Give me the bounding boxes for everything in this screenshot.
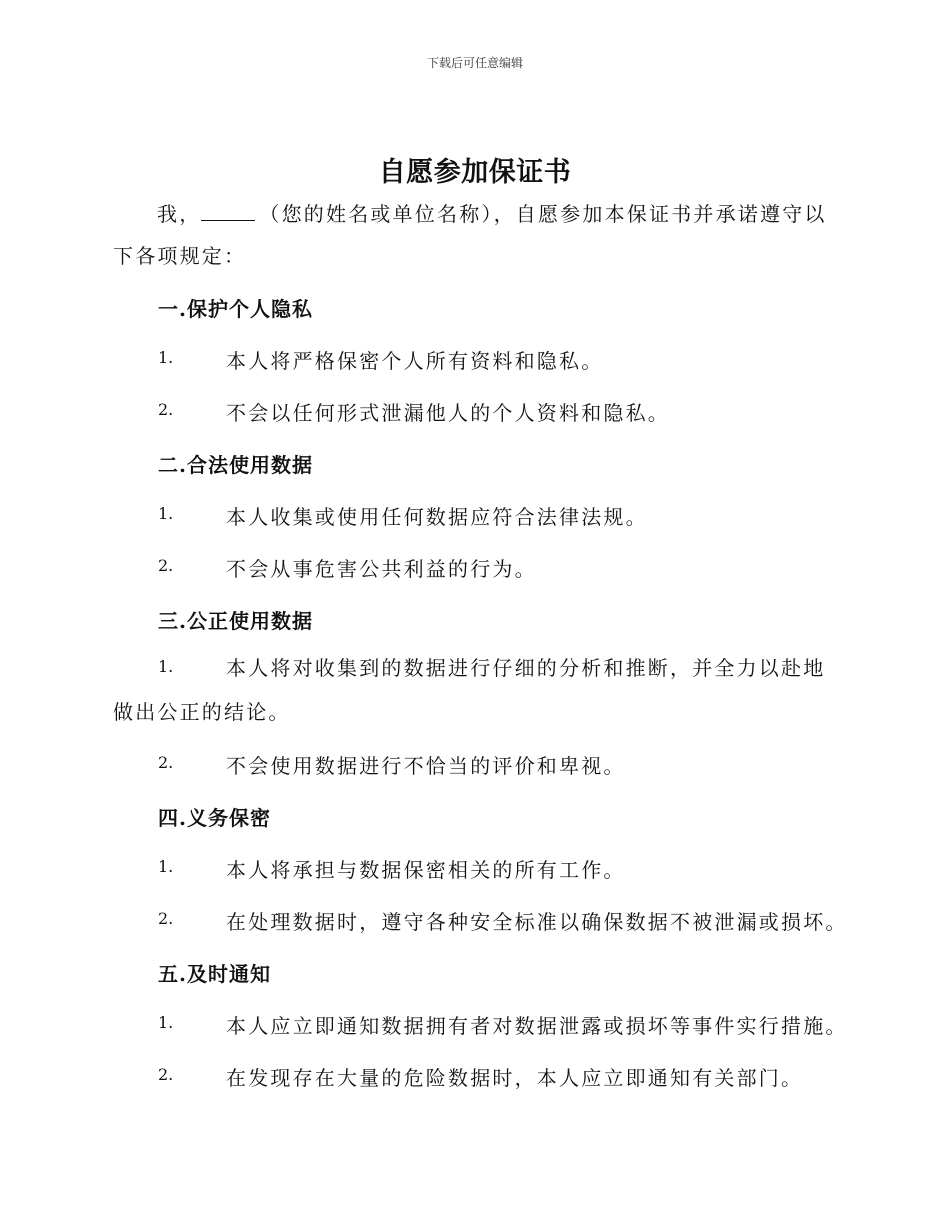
item-number: 1. [158, 348, 174, 367]
intro-suffix: （您的姓名或单位名称），自愿参加本保证书并承诺遵守以下各项规定： [113, 202, 827, 268]
item-text: 不会以任何形式泄漏他人的个人资料和隐私。 [226, 401, 670, 425]
item-number: 1. [158, 857, 174, 876]
section-heading: 三.公正使用数据 [158, 609, 313, 633]
name-blank [201, 202, 255, 221]
item-number: 2. [158, 1065, 174, 1084]
item-text: 不会使用数据进行不恰当的评价和卑视。 [226, 754, 626, 778]
intro-paragraph [113, 193, 838, 277]
section-heading: 五.及时通知 [158, 962, 271, 986]
item-text: 不会从事危害公共利益的行为。 [226, 557, 537, 581]
item-text: 本人收集或使用任何数据应符合法律法规。 [226, 505, 648, 529]
item-text: 本人应立即通知数据拥有者对数据泄露或损坏等事件实行措施。 [226, 1014, 848, 1038]
item-text: 在发现存在大量的危险数据时，本人应立即通知有关部门。 [226, 1066, 804, 1090]
item-text: 本人将严格保密个人所有资料和隐私。 [226, 349, 604, 373]
item-number: 1. [158, 1013, 174, 1032]
document-title: 自愿参加保证书 [378, 157, 572, 188]
list-item [113, 646, 838, 734]
item-text: 本人将承担与数据保密相关的所有工作。 [226, 858, 626, 882]
intro-prefix: 我， [157, 202, 202, 226]
item-number: 2. [158, 909, 174, 928]
item-number: 1. [158, 504, 174, 523]
item-number: 1. [158, 657, 174, 676]
item-number: 2. [158, 753, 174, 772]
section-heading: 一.保护个人隐私 [158, 297, 313, 321]
item-number: 2. [158, 400, 174, 419]
section-heading: 四.义务保密 [158, 806, 271, 830]
section-heading: 二.合法使用数据 [158, 453, 313, 477]
item-text: 在处理数据时，遵守各种安全标准以确保数据不被泄漏或损坏。 [226, 910, 848, 934]
header-note: 下载后可任意编辑 [426, 56, 523, 70]
item-text: 本人将对收集到的数据进行仔细的分析和推断，并全力以赴地做出公正的结论。 [113, 656, 826, 724]
item-number: 2. [158, 556, 174, 575]
